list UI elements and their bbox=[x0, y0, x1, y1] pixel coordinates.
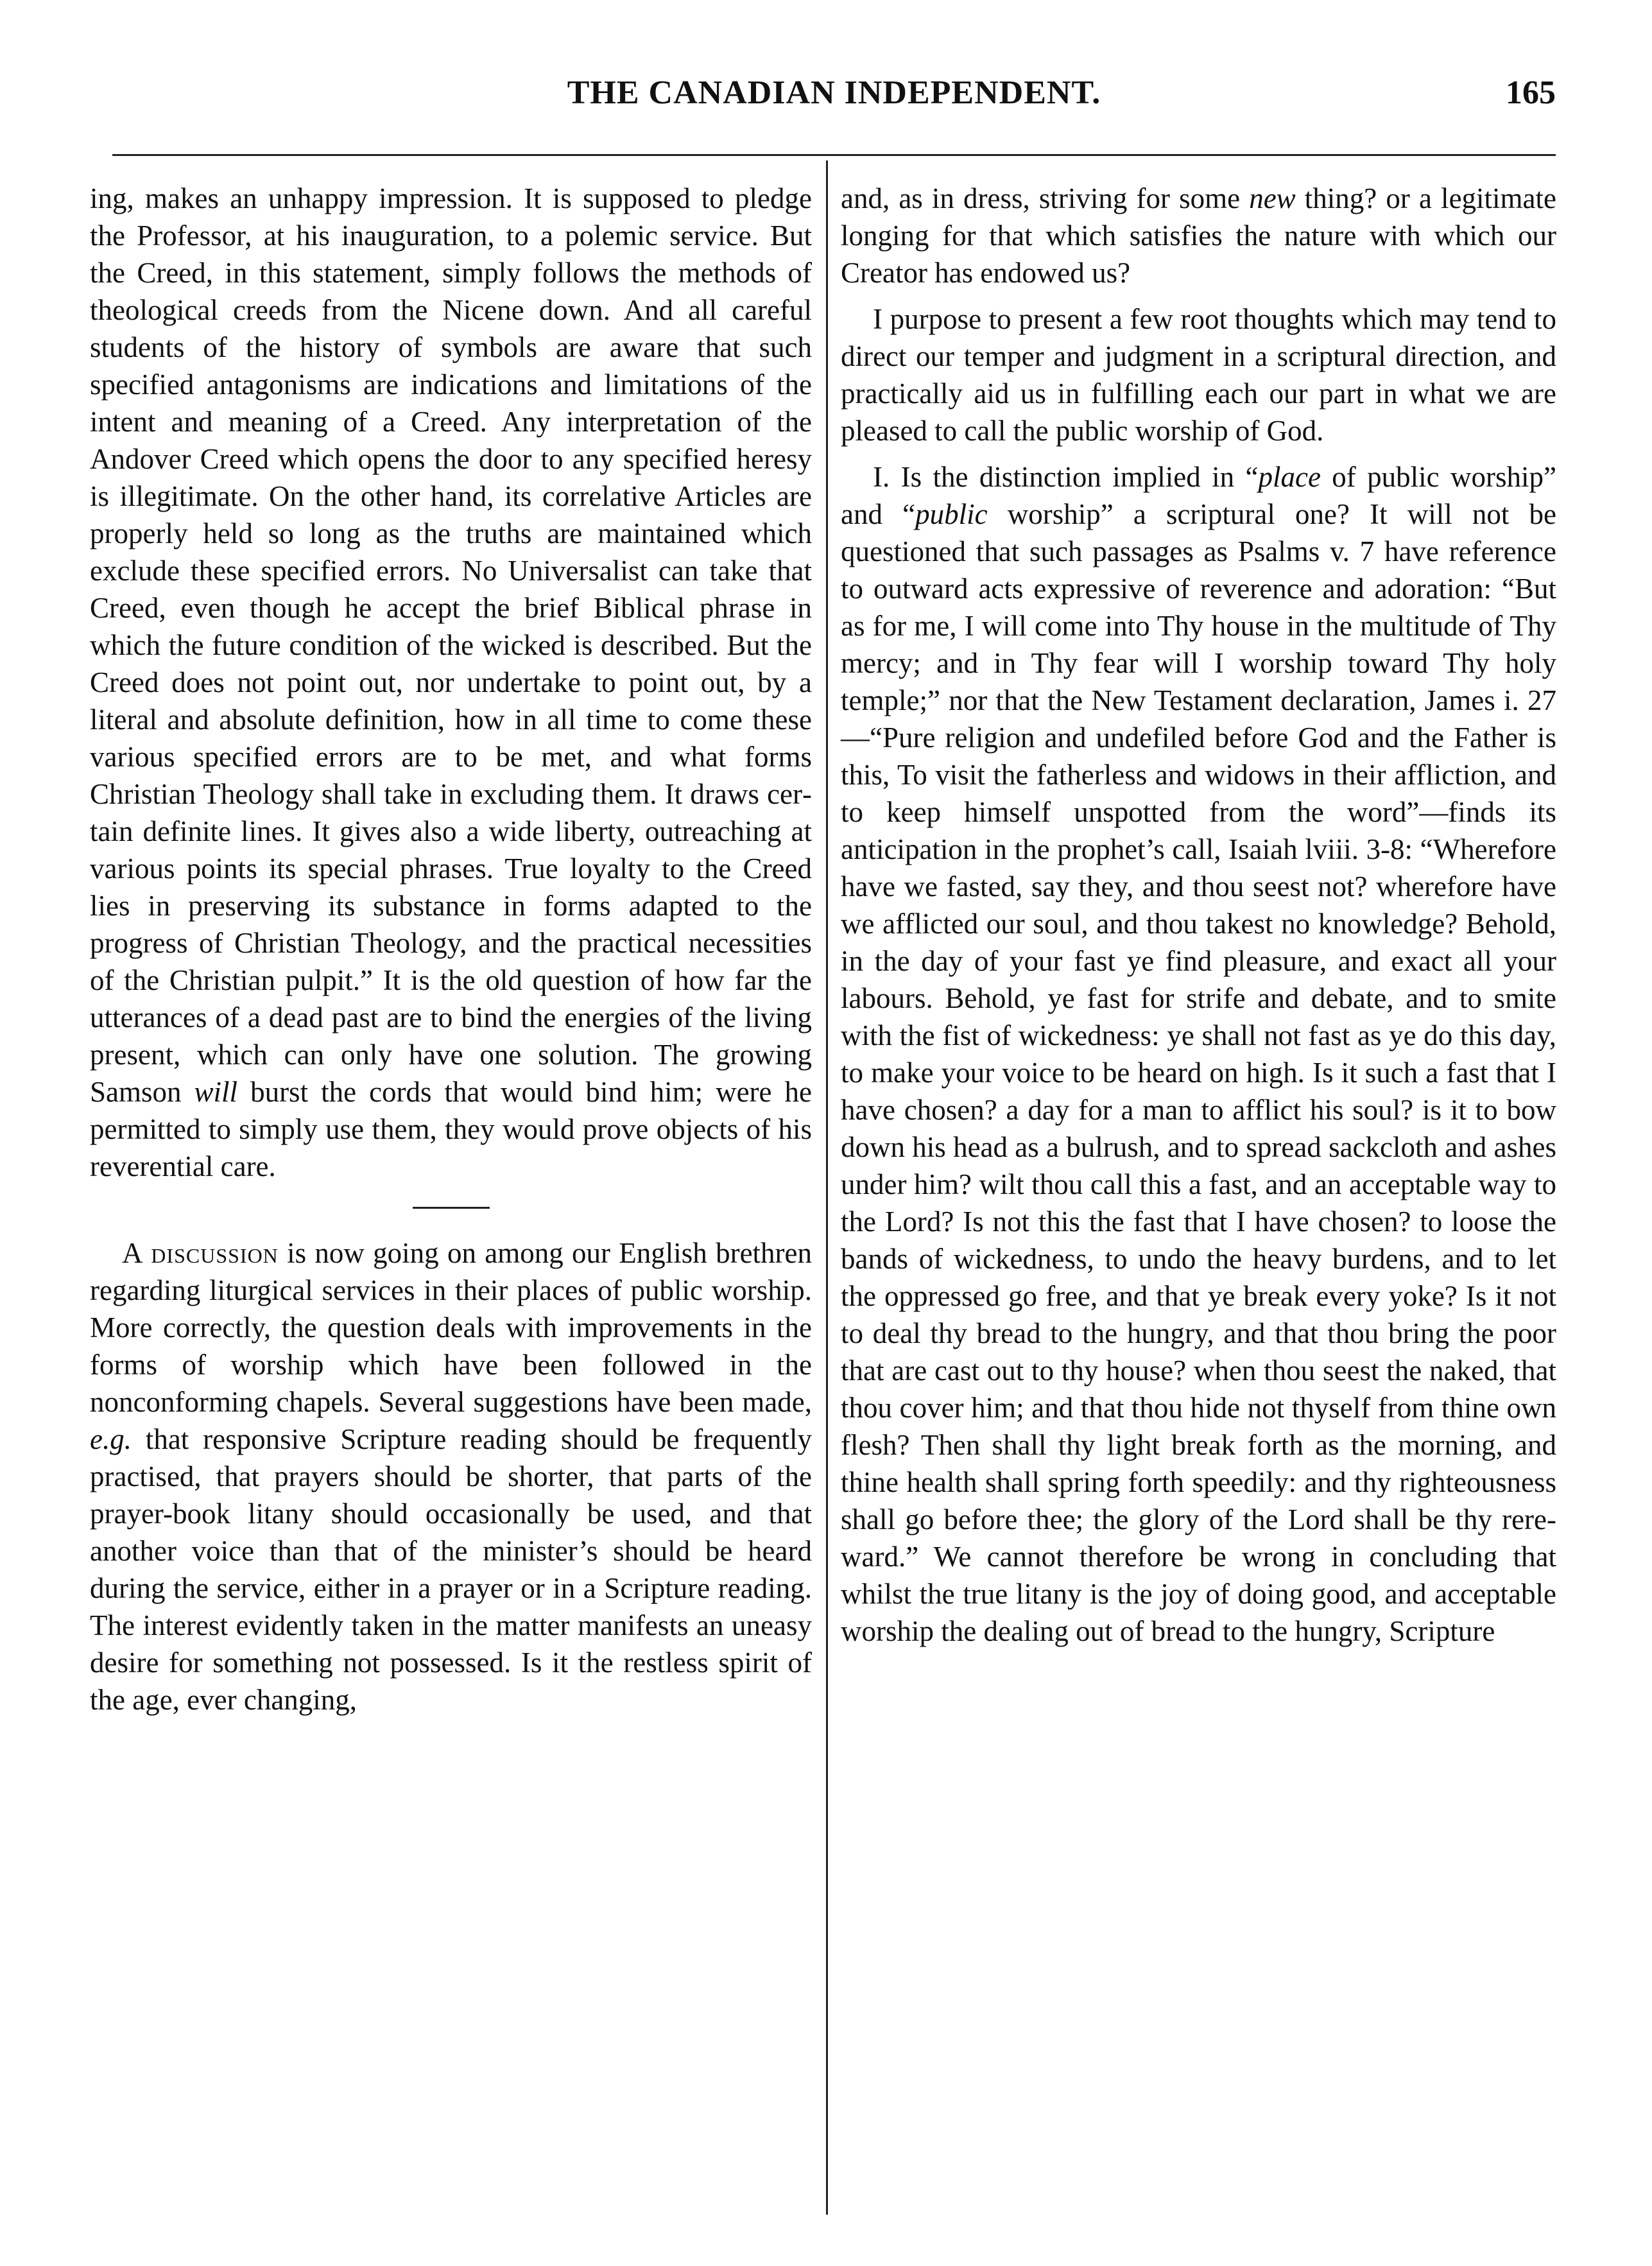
header-rule bbox=[112, 154, 1556, 156]
column-divider bbox=[826, 160, 828, 2215]
page-number: 165 bbox=[1506, 74, 1556, 111]
section-divider bbox=[413, 1207, 490, 1209]
right-paragraph-3: I. Is the distinction implied in “place of public worship” and “public worship” a scriptural one? It will not be questioned that such passages as Psalms v. 7 have reference to outward acts expressive of reverence and adoration: “But as for me, I will come into Thy house in the multitude of Thy mercy; and in Thy fear will I worship toward Thy holy temple;” nor that the New Testament declaration, James i. 27—“Pure religion and undefiled before God and the Father is this, To visit the fatherless and widows in their affliction, and to keep himself unspotted from the word”—finds its anticipation in the prophet’s call, Isaiah lviii. 3-8: “Wherefore have we fasted, say they, and thou seest not? wherefore have we afflicted our soul, and thou takest no knowledge? Behold, in the day of your fast ye find pleasure, and exact all your labours. Behold, ye fast for strife and debate, and to smite with the fist of wickedness: ye shall not fast as ye do this day, to make your voice to be heard on high. Is it such a fast that I have chosen? a day for a man to afflict his soul? is it to bow down his head as a bulrush, and to spread sackcloth and ashes under him? wilt thou call this a fast, and an acceptable way to the Lord? Is not this the fast that I have chosen? to loose the bands of wickedness, to undo the heavy burdens, and to let the oppressed go free, and that ye break every yoke? Is it not to deal thy bread to the hungry, and that thou bring the poor that are cast out to thy house? when thou seest the naked, that thou cover him; and that thou hide not thyself from thine own flesh? Then shall thy light break forth as the morning, and thine health shall spring forth speedily: and thy righteousness shall go before thee; the glory of the Lord shall be thy rereward.” We cannot therefore be wrong in concluding that whilst the true litany is the joy of doing good, and acceptable worship the dealing out of bread to the hungry, Scripture bbox=[841, 461, 1557, 1647]
running-title: THE CANADIAN INDEPENDENT. bbox=[567, 74, 1101, 111]
page-header bbox=[112, 74, 1556, 119]
right-column bbox=[841, 180, 1556, 1650]
left-column bbox=[90, 180, 812, 1718]
left-paragraph-2: A discussion is now going on among our English brethren regarding liturgical services in their places of public worship. More correctly, the question deals with improvements in the forms of worship which have been followed in the nonconforming chapels. Several suggestions have been made, e.g. that responsive Scripture reading should be frequently practised, that prayers should be shorter, that parts of the prayer-book litany should occasionally be used, and that another voice than that of the minister’s should be heard during the service, either in a prayer or in a Scripture reading. The interest evidently taken in the matter manifests an uneasy desire for something not possessed. Is it the restless spirit of the age, ever changing, bbox=[90, 1237, 813, 1716]
right-paragraph-1: and, as in dress, striving for some new thing? or a legitimate longing for that which satisfies the nature with which our Creator has endowed us? bbox=[841, 182, 1556, 289]
right-paragraph-2: I purpose to present a few root thoughts which may tend to direct our temper and judgment in a scriptural direction, and practically aid us in fulfilling each our part in what we are pleased to call the public worship of God. bbox=[841, 303, 1556, 447]
left-paragraph-1: ing, makes an unhappy impression. It is supposed to pledge the Professor, at his inauguration, to a polemic service. But the Creed, in this statement, simply follows the methods of theological creeds from the Nicene down. And all careful students of the history of symbols are aware that such specified antagonisms are indications and limitations of the intent and meaning of a Creed. Any interpretation of the Andover Creed which opens the door to any specified heresy is illegitimate. On the other hand, its correlative Articles are properly held so long as the truths are maintained which exclude these specified errors. No Universalist can take that Creed, even though he accept the brief Biblical phrase in which the future condition of the wicked is described. But the Creed does not point out, nor undertake to point out, by a literal and absolute definition, how in all time to come these various specified errors are to be met, and what forms Christian Theology shall take in excluding them. It draws certain definite lines. It gives also a wide liberty, outreaching at various points its special phrases. True loyalty to the Creed lies in preserving its substance in forms adapted to the progress of Christian Theology, and the practical necessities of the Christian pulpit.” It is the old question of how far the utterances of a dead past are to bind the energies of the living present, which can only have one solution. The growing Samson will burst the cords that would bind him; were he permitted to simply use them, they would prove objects of his reverential care. bbox=[90, 182, 812, 1182]
